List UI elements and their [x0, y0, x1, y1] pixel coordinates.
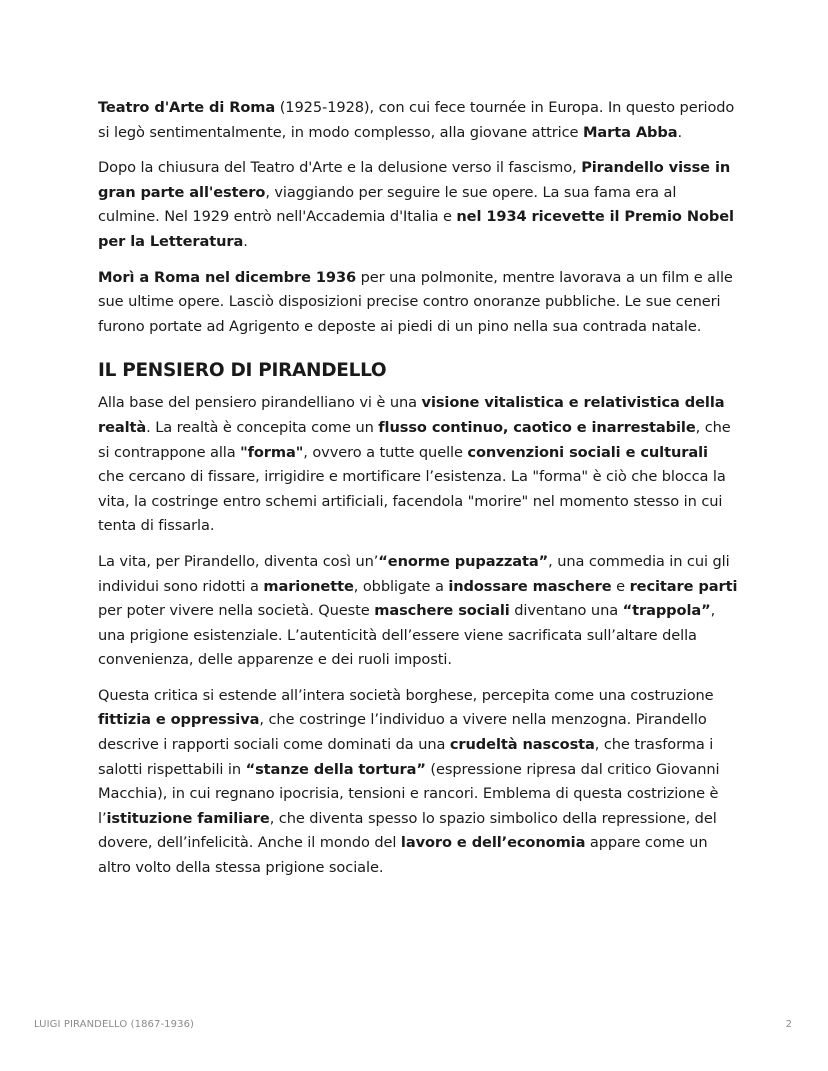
- bold-text: marionette: [263, 577, 354, 595]
- text: La vita, per Pirandello, diventa così un’: [98, 552, 379, 570]
- bold-text: fittizia e oppressiva: [98, 711, 260, 729]
- text: .: [243, 232, 248, 250]
- text: , una prigione esistenziale. L’autenticità dell’essere viene sacrificata sull’altare della convenienza, delle apparenze e dei ruoli imposti.: [98, 602, 716, 669]
- text: , viaggiando per seguire le sue opere. La sua fama era al culmine. Nel 1929 entrò nell'Accademia d'Italia e: [98, 183, 677, 226]
- text: , una commedia in cui gli individui sono ridotti a: [98, 552, 730, 595]
- document-body: [98, 96, 738, 892]
- text: .: [677, 123, 683, 141]
- bold-text: Pirandello visse in gran parte all'estero: [98, 159, 731, 201]
- paragraph: [98, 266, 738, 340]
- paragraph: [98, 156, 738, 254]
- text: , che diventa spesso lo spazio simbolico della repressione, del dovere, dell’infelicità. Anche il mondo del: [98, 809, 717, 852]
- text: appare come un altro volto della stessa prigione sociale.: [98, 834, 708, 877]
- paragraph: [98, 684, 738, 881]
- text: , che trasforma i salotti rispettabili in: [98, 736, 714, 778]
- bold-text: maschere sociali: [374, 602, 510, 620]
- paragraph: [98, 391, 738, 539]
- text: (espressione ripresa dal critico Giovanni Macchia), in cui regnano ipocrisia, tensioni e rancori. Emblema di questa costrizione è l’: [98, 760, 720, 827]
- text: diventano una: [509, 602, 623, 620]
- bold-text: crudeltà nascosta: [449, 736, 595, 754]
- bold-text: visione vitalistica e relativistica della realtà: [98, 394, 725, 436]
- text: , ovvero a tutte quelle: [303, 443, 468, 461]
- biography-paragraphs: [98, 96, 738, 339]
- bold-text: "forma": [240, 443, 304, 461]
- paragraph: [98, 550, 738, 673]
- text: (1925-1928), con cui fece tournée in Europa. In questo periodo si legò sentimentalmente, in modo complesso, alla giovane attrice: [98, 99, 735, 141]
- section-heading: IL PENSIERO DI PIRANDELLO: [98, 360, 387, 382]
- page-number: 2: [785, 1019, 792, 1030]
- bold-text: nel 1934 ricevette il Premio Nobel per la Letteratura: [98, 208, 734, 250]
- bold-text: Teatro d'Arte di Roma: [98, 99, 276, 116]
- bold-text: flusso continuo, caotico e inarrestabile: [378, 418, 696, 436]
- text: e: [611, 577, 630, 595]
- text: . La realtà è concepita come un: [146, 418, 379, 436]
- bold-text: recitare parti: [629, 577, 738, 595]
- bold-text: Morì a Roma nel dicembre 1936: [98, 268, 357, 286]
- text: per una polmonite, mentre lavorava a un film e alle sue ultime opere. Lasciò disposizioni precise contro onoranze pubbliche. Le sue ceneri furono portate ad Agrigento e deposte ai piedi di un pino nella sua contrada natale.: [98, 268, 733, 335]
- text: , che costringe l’individuo a vivere nella menzogna. Pirandello descrive i rapporti sociali come dominati da una: [98, 711, 707, 754]
- text: per poter vivere nella società. Queste: [98, 602, 375, 620]
- bold-text: “enorme pupazzata”: [378, 552, 549, 570]
- bold-text: istituzione familiare: [106, 809, 270, 827]
- thought-paragraphs: [98, 391, 738, 880]
- text: Questa critica si estende all’intera società borghese, percepita come una costruzione: [98, 686, 714, 704]
- text: Dopo la chiusura del Teatro d'Arte e la delusione verso il fascismo,: [98, 159, 582, 177]
- bold-text: convenzioni sociali e culturali: [467, 443, 708, 461]
- text: , obbligate a: [353, 577, 449, 595]
- bold-text: indossare maschere: [448, 577, 612, 595]
- bold-text: “trappola”: [622, 602, 711, 620]
- text: , che si contrappone alla: [98, 418, 731, 461]
- bold-text: “stanze della tortura”: [245, 760, 426, 778]
- paragraph: [98, 96, 738, 145]
- bold-text: lavoro e dell’economia: [400, 834, 586, 852]
- text: che cercano di fissare, irrigidire e mortificare l’esistenza. La "forma" è ciò che blocca la vita, la costringe entro schemi artificiali, facendola "morire" nel momento stesso in cui tenta di fissarla.: [98, 468, 726, 535]
- text: Alla base del pensiero pirandelliano vi è una: [98, 394, 422, 412]
- footer-title: LUIGI PIRANDELLO (1867-1936): [34, 1019, 195, 1030]
- bold-text: Marta Abba: [582, 123, 678, 141]
